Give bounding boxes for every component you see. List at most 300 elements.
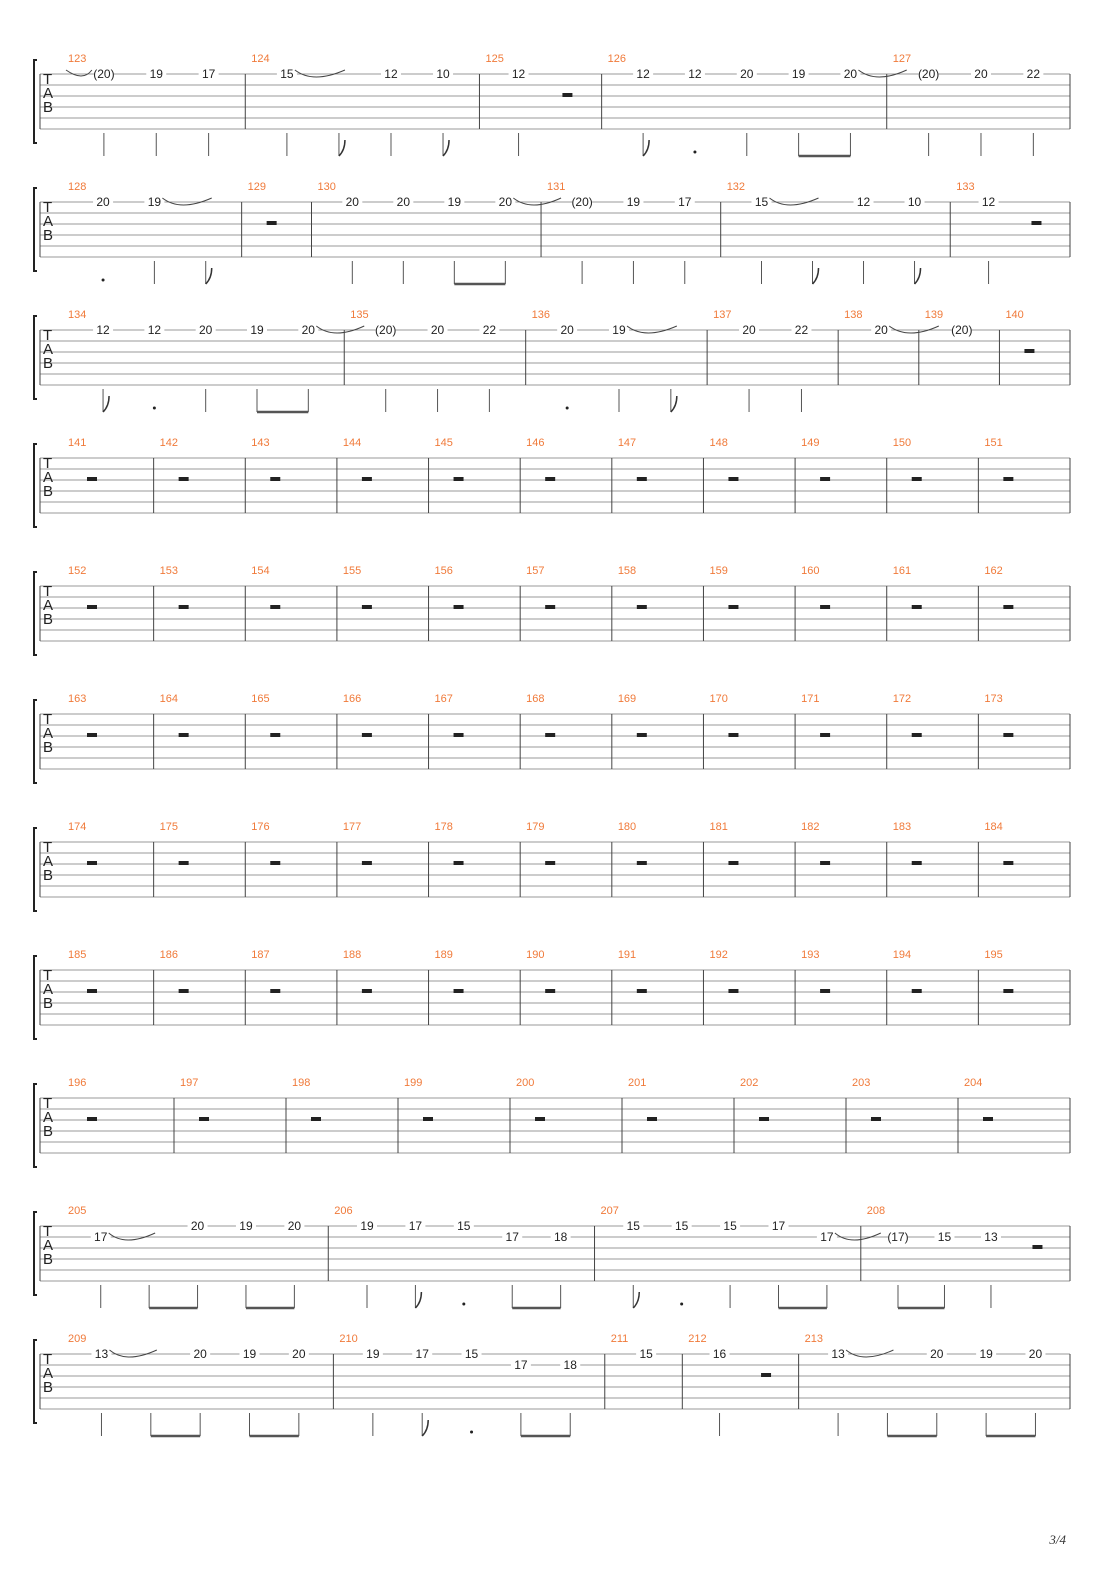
rest-symbol <box>535 1117 545 1121</box>
measure <box>68 181 242 284</box>
tab-clef-letter: T <box>43 199 53 216</box>
rest-symbol <box>454 733 464 737</box>
fret-number: 17 <box>771 1219 786 1233</box>
tab-clef-letter: T <box>43 967 53 984</box>
measure <box>68 309 364 412</box>
measure-number: 170 <box>709 693 728 705</box>
dotted-duration-mark <box>153 407 156 410</box>
tab-clef-letter: B <box>43 995 54 1012</box>
rest-symbol <box>454 861 464 865</box>
rest-symbol <box>179 477 189 481</box>
tab-system <box>34 53 1070 156</box>
note-flag <box>633 1292 639 1308</box>
measure-number: 207 <box>600 1205 619 1217</box>
fret-number: 22 <box>482 323 497 337</box>
note-flag <box>443 140 449 156</box>
fret-number: 19 <box>366 1347 380 1361</box>
rest-symbol <box>1003 861 1013 865</box>
tab-system <box>34 309 1070 412</box>
measure-number: 190 <box>526 949 545 961</box>
measure <box>893 53 1070 156</box>
tab-clef-letter: T <box>43 1223 53 1240</box>
fret-number: 12 <box>384 67 398 81</box>
measure-number: 135 <box>350 309 369 321</box>
rest-symbol <box>179 605 189 609</box>
rest-symbol <box>545 989 555 993</box>
measure-number: 195 <box>984 949 1003 961</box>
rest-symbol <box>454 605 464 609</box>
fret-number: 19 <box>242 1347 257 1361</box>
tab-clef-letter: A <box>43 597 54 614</box>
measure-number: 201 <box>628 1077 647 1089</box>
rest-symbol <box>912 861 922 865</box>
measure <box>601 1205 881 1308</box>
fret-number: 20 <box>193 1347 207 1361</box>
measure <box>339 1333 604 1436</box>
fret-number: (20) <box>571 195 593 209</box>
rest-symbol <box>637 605 647 609</box>
tab-system <box>34 181 1070 284</box>
system-bracket <box>34 572 37 655</box>
rest-symbol <box>87 733 97 737</box>
fret-number: 20 <box>396 195 411 209</box>
fret-number: 17 <box>94 1230 108 1244</box>
dotted-duration-mark <box>470 1431 473 1434</box>
rest-symbol <box>820 477 830 481</box>
fret-number: 12 <box>511 67 526 81</box>
measure-number: 125 <box>485 53 504 65</box>
tab-clef-letter: B <box>43 227 54 244</box>
measure-number: 133 <box>956 181 975 193</box>
rest-symbol <box>270 605 280 609</box>
rest-symbol <box>728 477 738 481</box>
rest-symbol <box>270 733 280 737</box>
fret-number: 20 <box>1028 1347 1043 1361</box>
measure-number: 209 <box>68 1333 87 1345</box>
fret-number: 19 <box>239 1219 253 1233</box>
measure-number: 149 <box>801 437 820 449</box>
fret-number: 17 <box>505 1230 519 1244</box>
note-flag <box>206 268 212 284</box>
measure-number: 206 <box>334 1205 353 1217</box>
measure-number: 205 <box>68 1205 87 1217</box>
fret-number: 15 <box>639 1347 653 1361</box>
measure-number: 157 <box>526 565 545 577</box>
rest-symbol <box>1024 349 1034 353</box>
measure-number: 155 <box>342 565 362 577</box>
measure-number: 126 <box>607 53 626 65</box>
fret-number: 17 <box>820 1230 834 1244</box>
fret-number: 20 <box>874 323 888 337</box>
rest-symbol <box>87 861 97 865</box>
rest-symbol <box>820 861 830 865</box>
rest-symbol <box>454 989 464 993</box>
measure <box>68 1205 328 1308</box>
note-flag <box>813 268 819 284</box>
measure-number: 199 <box>404 1077 423 1089</box>
fret-number: (20) <box>917 67 940 81</box>
fret-number: 15 <box>457 1219 471 1233</box>
tab-clef-letter: A <box>43 85 54 102</box>
fret-number: 20 <box>430 323 445 337</box>
dotted-duration-mark <box>462 1303 465 1306</box>
tab-clef-letter: A <box>43 1365 54 1382</box>
measure-number: 143 <box>251 437 270 449</box>
tab-clef-letter: A <box>43 469 54 486</box>
fret-number: 19 <box>626 195 641 209</box>
fret-number: 20 <box>96 195 110 209</box>
measure-number: 165 <box>251 693 270 705</box>
measure-number: 174 <box>68 821 87 833</box>
measure-number: 193 <box>801 949 820 961</box>
fret-number: 17 <box>415 1347 429 1361</box>
note-flag <box>339 140 345 156</box>
measure-number: 180 <box>617 821 637 833</box>
measure-number: 196 <box>68 1077 87 1089</box>
rest-symbol <box>912 477 922 481</box>
fret-number: 17 <box>514 1358 528 1372</box>
system-bracket <box>34 956 37 1039</box>
fret-number: 19 <box>250 323 264 337</box>
measure-number: 204 <box>964 1077 983 1089</box>
measure-number: 189 <box>434 949 453 961</box>
rest-symbol <box>647 1117 657 1121</box>
measure <box>688 1333 798 1436</box>
fret-number: 19 <box>447 195 462 209</box>
fret-number: 12 <box>856 195 871 209</box>
note-flag <box>643 140 649 156</box>
rest-symbol <box>637 477 647 481</box>
rest-symbol <box>362 733 372 737</box>
measure-number: 182 <box>801 821 820 833</box>
rest-symbol <box>87 605 97 609</box>
fret-number: 19 <box>979 1347 993 1361</box>
measure-number: 202 <box>740 1077 759 1089</box>
note-flag <box>671 396 677 412</box>
fret-number: 22 <box>794 323 809 337</box>
measure-number: 179 <box>526 821 545 833</box>
fret-number: 17 <box>201 67 216 81</box>
fret-number: 20 <box>930 1347 944 1361</box>
rest-symbol <box>871 1117 881 1121</box>
measure-number: 183 <box>892 821 912 833</box>
fret-number: 19 <box>360 1219 374 1233</box>
measure-number: 156 <box>434 565 453 577</box>
rest-symbol <box>562 93 572 97</box>
dotted-duration-mark <box>102 279 105 282</box>
measure-number: 162 <box>984 565 1003 577</box>
measure-number: 188 <box>342 949 362 961</box>
note-flag <box>915 268 921 284</box>
tab-clef-letter: A <box>43 1237 54 1254</box>
rest-symbol <box>1003 733 1013 737</box>
rest-symbol <box>270 861 280 865</box>
rest-symbol <box>820 989 830 993</box>
fret-number: (20) <box>951 323 973 337</box>
fret-number: 15 <box>464 1347 479 1361</box>
fret-number: 20 <box>345 195 359 209</box>
measure-number: 147 <box>617 437 637 449</box>
measure-number: 153 <box>159 565 178 577</box>
fret-number: 15 <box>754 195 769 209</box>
rest-symbol <box>545 733 555 737</box>
measure-number: 212 <box>688 1333 707 1345</box>
rest-symbol <box>728 605 738 609</box>
fret-number: 15 <box>674 1219 689 1233</box>
measure-number: 140 <box>1005 309 1024 321</box>
dotted-duration-mark <box>693 151 696 154</box>
rest-symbol <box>311 1117 321 1121</box>
rest-symbol <box>912 989 922 993</box>
measure-number: 171 <box>801 693 820 705</box>
measure <box>547 181 721 284</box>
measure-number: 177 <box>342 821 362 833</box>
measure-number: 124 <box>251 53 270 65</box>
fret-number: 15 <box>937 1230 952 1244</box>
tab-clef-letter: T <box>43 455 53 472</box>
rest-symbol <box>1003 477 1013 481</box>
note-flag <box>415 1292 421 1308</box>
rest-symbol <box>759 1117 769 1121</box>
measure <box>68 1333 333 1436</box>
fret-number: (20) <box>93 67 115 81</box>
tab-clef-letter: T <box>43 71 53 88</box>
tab-system <box>34 1333 1070 1436</box>
measure-number: 139 <box>924 309 944 321</box>
rest-symbol <box>179 989 189 993</box>
system-bracket <box>34 444 37 527</box>
system-bracket <box>34 60 37 143</box>
measure-number: 166 <box>342 693 362 705</box>
rest-symbol <box>267 221 277 225</box>
fret-number: 12 <box>688 67 702 81</box>
fret-number: 19 <box>612 323 626 337</box>
measure-number: 176 <box>251 821 270 833</box>
measure-number: 150 <box>892 437 912 449</box>
dotted-duration-mark <box>566 407 569 410</box>
measure-number: 129 <box>247 181 267 193</box>
fret-number: 10 <box>436 67 450 81</box>
tie-arc <box>66 70 92 76</box>
fret-number: 20 <box>560 323 574 337</box>
measure-number: 158 <box>617 565 637 577</box>
tab-clef-letter: B <box>43 1379 54 1396</box>
measure-number: 141 <box>68 437 87 449</box>
fret-number: 22 <box>1026 67 1041 81</box>
fret-number: (17) <box>887 1230 909 1244</box>
rest-symbol <box>362 989 372 993</box>
system-bracket <box>34 188 37 271</box>
system-bracket <box>34 700 37 783</box>
measure-number: 123 <box>68 53 87 65</box>
fret-number: 20 <box>190 1219 205 1233</box>
measure-number: 130 <box>317 181 336 193</box>
measure-number: 136 <box>531 309 551 321</box>
tab-clef-letter: B <box>43 1251 54 1268</box>
fret-number: 20 <box>292 1347 306 1361</box>
measure-number: 164 <box>159 693 178 705</box>
rest-symbol <box>728 733 738 737</box>
fret-number: 20 <box>974 67 988 81</box>
fret-number: 20 <box>301 323 315 337</box>
rest-symbol <box>1032 1245 1042 1249</box>
rest-symbol <box>728 861 738 865</box>
note-flag <box>422 1420 428 1436</box>
tab-clef-letter: B <box>43 739 54 756</box>
measure-number: 132 <box>726 181 746 193</box>
rest-symbol <box>87 1117 97 1121</box>
measure-number: 184 <box>984 821 1003 833</box>
fret-number: 18 <box>563 1358 577 1372</box>
rest-symbol <box>1003 605 1013 609</box>
measure-number: 169 <box>617 693 637 705</box>
measure-number: 197 <box>180 1077 199 1089</box>
fret-number: 19 <box>791 67 806 81</box>
tab-clef-letter: B <box>43 99 54 116</box>
fret-number: 20 <box>843 67 858 81</box>
fret-number: 19 <box>147 195 162 209</box>
measure-number: 148 <box>709 437 728 449</box>
measure-number: 145 <box>434 437 453 449</box>
measure-number: 172 <box>892 693 912 705</box>
tab-system <box>34 693 1070 783</box>
tab-system <box>34 821 1070 911</box>
fret-number: 12 <box>147 323 162 337</box>
measure <box>727 181 951 284</box>
fret-number: 19 <box>149 67 163 81</box>
tab-clef-letter: A <box>43 725 54 742</box>
measure-number: 160 <box>801 565 820 577</box>
measure-number: 152 <box>68 565 87 577</box>
measure-number: 144 <box>342 437 362 449</box>
tab-clef-letter: A <box>43 1109 54 1126</box>
fret-number: 20 <box>498 195 513 209</box>
system-bracket <box>34 828 37 911</box>
measure-number: 128 <box>68 181 87 193</box>
note-flag <box>103 396 109 412</box>
tab-clef-letter: B <box>43 355 54 372</box>
system-bracket <box>34 1212 37 1295</box>
fret-number: (20) <box>375 323 397 337</box>
measure-number: 154 <box>251 565 270 577</box>
measure-number: 200 <box>516 1077 535 1089</box>
measure-number: 187 <box>251 949 270 961</box>
measure-number: 163 <box>68 693 87 705</box>
measure-number: 138 <box>844 309 863 321</box>
tab-clef-letter: B <box>43 1123 54 1140</box>
tab-clef-letter: A <box>43 853 54 870</box>
rest-symbol <box>362 861 372 865</box>
rest-symbol <box>1031 221 1041 225</box>
system-bracket <box>34 316 37 399</box>
rest-symbol <box>179 733 189 737</box>
fret-number: 13 <box>831 1347 845 1361</box>
tab-clef-letter: B <box>43 483 54 500</box>
fret-number: 13 <box>94 1347 109 1361</box>
fret-number: 10 <box>907 195 922 209</box>
tab-clef-letter: A <box>43 981 54 998</box>
measure-number: 175 <box>159 821 178 833</box>
fret-number: 15 <box>626 1219 640 1233</box>
tab-clef-letter: T <box>43 839 53 856</box>
measure <box>318 181 562 284</box>
measure-number: 167 <box>434 693 453 705</box>
rest-symbol <box>912 605 922 609</box>
rest-symbol <box>270 477 280 481</box>
fret-number: 15 <box>280 67 294 81</box>
tab-system <box>34 1205 1070 1308</box>
system-bracket <box>34 1084 37 1167</box>
measure <box>713 309 838 412</box>
page-number: 3/4 <box>1049 1532 1066 1547</box>
measure-number: 168 <box>526 693 545 705</box>
dotted-duration-mark <box>680 1303 683 1306</box>
tab-clef-letter: A <box>43 213 54 230</box>
rest-symbol <box>1003 989 1013 993</box>
measure-number: 137 <box>713 309 732 321</box>
rest-symbol <box>423 1117 433 1121</box>
measure <box>350 309 525 412</box>
measure-number: 194 <box>892 949 912 961</box>
fret-number: 20 <box>740 67 754 81</box>
fret-number: 20 <box>199 323 213 337</box>
fret-number: 17 <box>408 1219 423 1233</box>
rest-symbol <box>179 861 189 865</box>
measure <box>66 53 245 156</box>
tab-system <box>34 949 1070 1039</box>
measure <box>608 53 907 156</box>
rest-symbol <box>545 477 555 481</box>
rest-symbol <box>362 605 372 609</box>
rest-symbol <box>362 477 372 481</box>
rest-symbol <box>820 605 830 609</box>
measure-number: 178 <box>434 821 453 833</box>
measure-number: 134 <box>68 309 87 321</box>
tab-clef-letter: T <box>43 711 53 728</box>
measure <box>867 1205 1070 1308</box>
measure <box>956 181 1070 284</box>
rest-symbol <box>270 989 280 993</box>
measure-number: 191 <box>617 949 637 961</box>
rest-symbol <box>199 1117 209 1121</box>
measure-number: 151 <box>984 437 1003 449</box>
measure-number: 159 <box>709 565 728 577</box>
tab-clef-letter: T <box>43 1351 53 1368</box>
measure <box>532 309 707 412</box>
fret-number: 17 <box>678 195 692 209</box>
rest-symbol <box>87 989 97 993</box>
rest-symbol <box>637 989 647 993</box>
fret-number: 20 <box>742 323 756 337</box>
rest-symbol <box>820 733 830 737</box>
measure-number: 131 <box>547 181 566 193</box>
fret-number: 12 <box>96 323 110 337</box>
tab-clef-letter: A <box>43 341 54 358</box>
fret-number: 13 <box>984 1230 998 1244</box>
measure-number: 181 <box>709 821 728 833</box>
measure-number: 161 <box>892 565 912 577</box>
rest-symbol <box>637 733 647 737</box>
tab-clef-letter: T <box>43 1095 53 1112</box>
measure <box>805 1333 1070 1436</box>
fret-number: 16 <box>712 1347 727 1361</box>
rest-symbol <box>87 477 97 481</box>
tab-clef-letter: T <box>43 327 53 344</box>
measure-number: 142 <box>159 437 178 449</box>
rest-symbol <box>912 733 922 737</box>
measure-number: 210 <box>339 1333 358 1345</box>
tab-clef-letter: B <box>43 611 54 628</box>
